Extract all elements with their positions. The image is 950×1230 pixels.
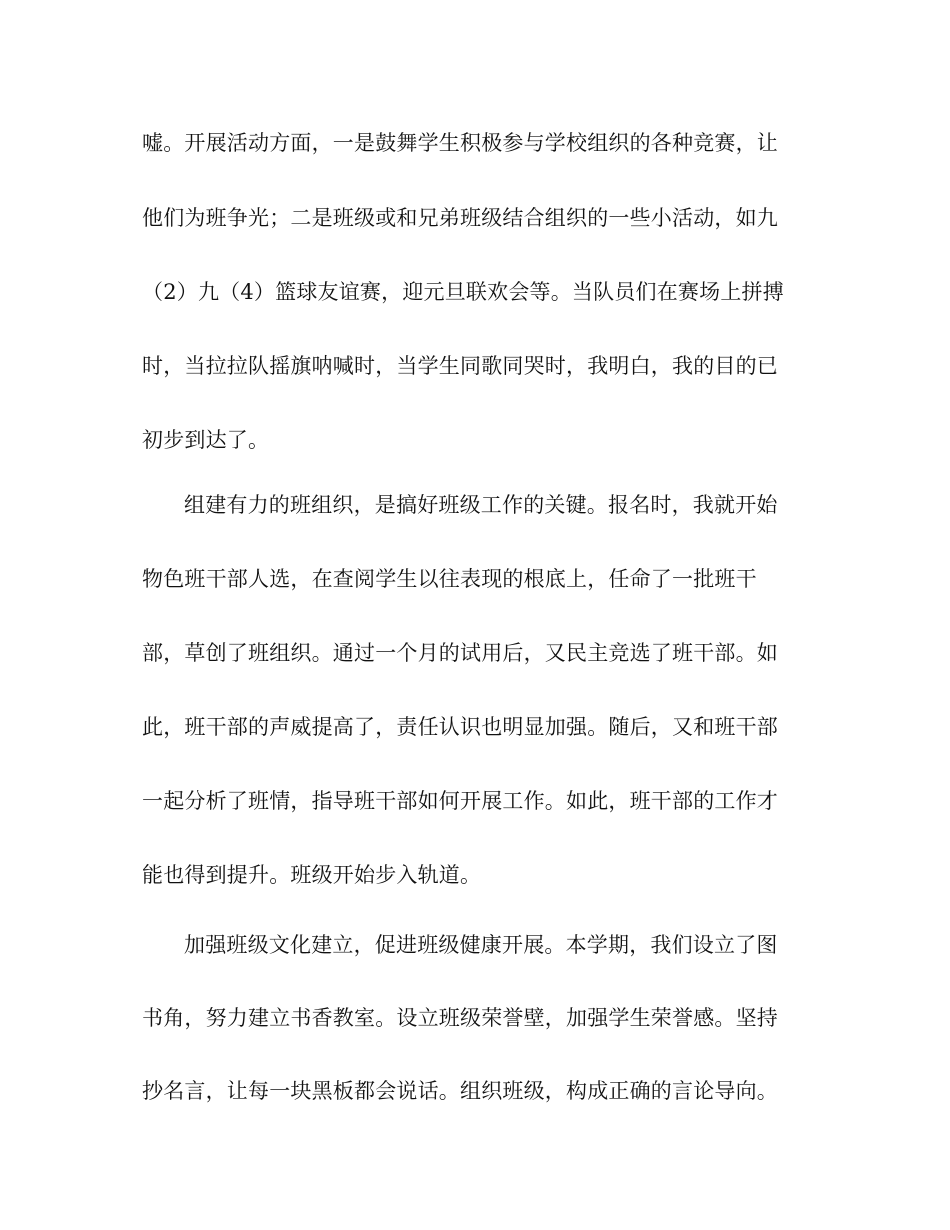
text-line-11: 能也得到提升。班级开始步入轨道。	[142, 863, 482, 887]
text-line-2: 他们为班争光；二是班级或和兄弟班级结合组织的一些小活动，如九	[142, 206, 778, 230]
text-line-5: 初步到达了。	[142, 428, 270, 452]
text-line-3: （2）九（4）篮球友谊赛，迎元旦联欢会等。当队员们在赛场上拼搏	[142, 280, 784, 304]
text-line-8: 部，草创了班组织。通过一个月的试用后，又民主竞选了班干部。如	[142, 641, 778, 665]
text-line-4: 时，当拉拉队摇旗呐喊时，当学生同歌同哭时，我明白，我的目的已	[142, 354, 778, 378]
paragraph-start-line: 加强班级文化建立，促进班级健康开展。本学期，我们设立了图	[184, 933, 778, 957]
text-line-10: 一起分析了班情，指导班干部如何开展工作。如此，班干部的工作才	[142, 789, 778, 813]
text-line-9: 此，班干部的声威提高了，责任认识也明显加强。随后，又和班干部	[142, 715, 778, 739]
text-line-1: 嘘。开展活动方面，一是鼓舞学生积极参与学校组织的各种竞赛，让	[142, 131, 778, 155]
paragraph-start-line: 组建有力的班组织，是搞好班级工作的关键。报名时，我就开始	[184, 493, 778, 517]
text-line-14: 抄名言，让每一块黑板都会说话。组织班级，构成正确的言论导向。	[142, 1079, 778, 1103]
text-line-13: 书角，努力建立书香教室。设立班级荣誉壁，加强学生荣誉感。坚持	[142, 1006, 778, 1030]
text-line-7: 物色班干部人选，在查阅学生以往表现的根底上，任命了一批班干	[142, 567, 757, 591]
